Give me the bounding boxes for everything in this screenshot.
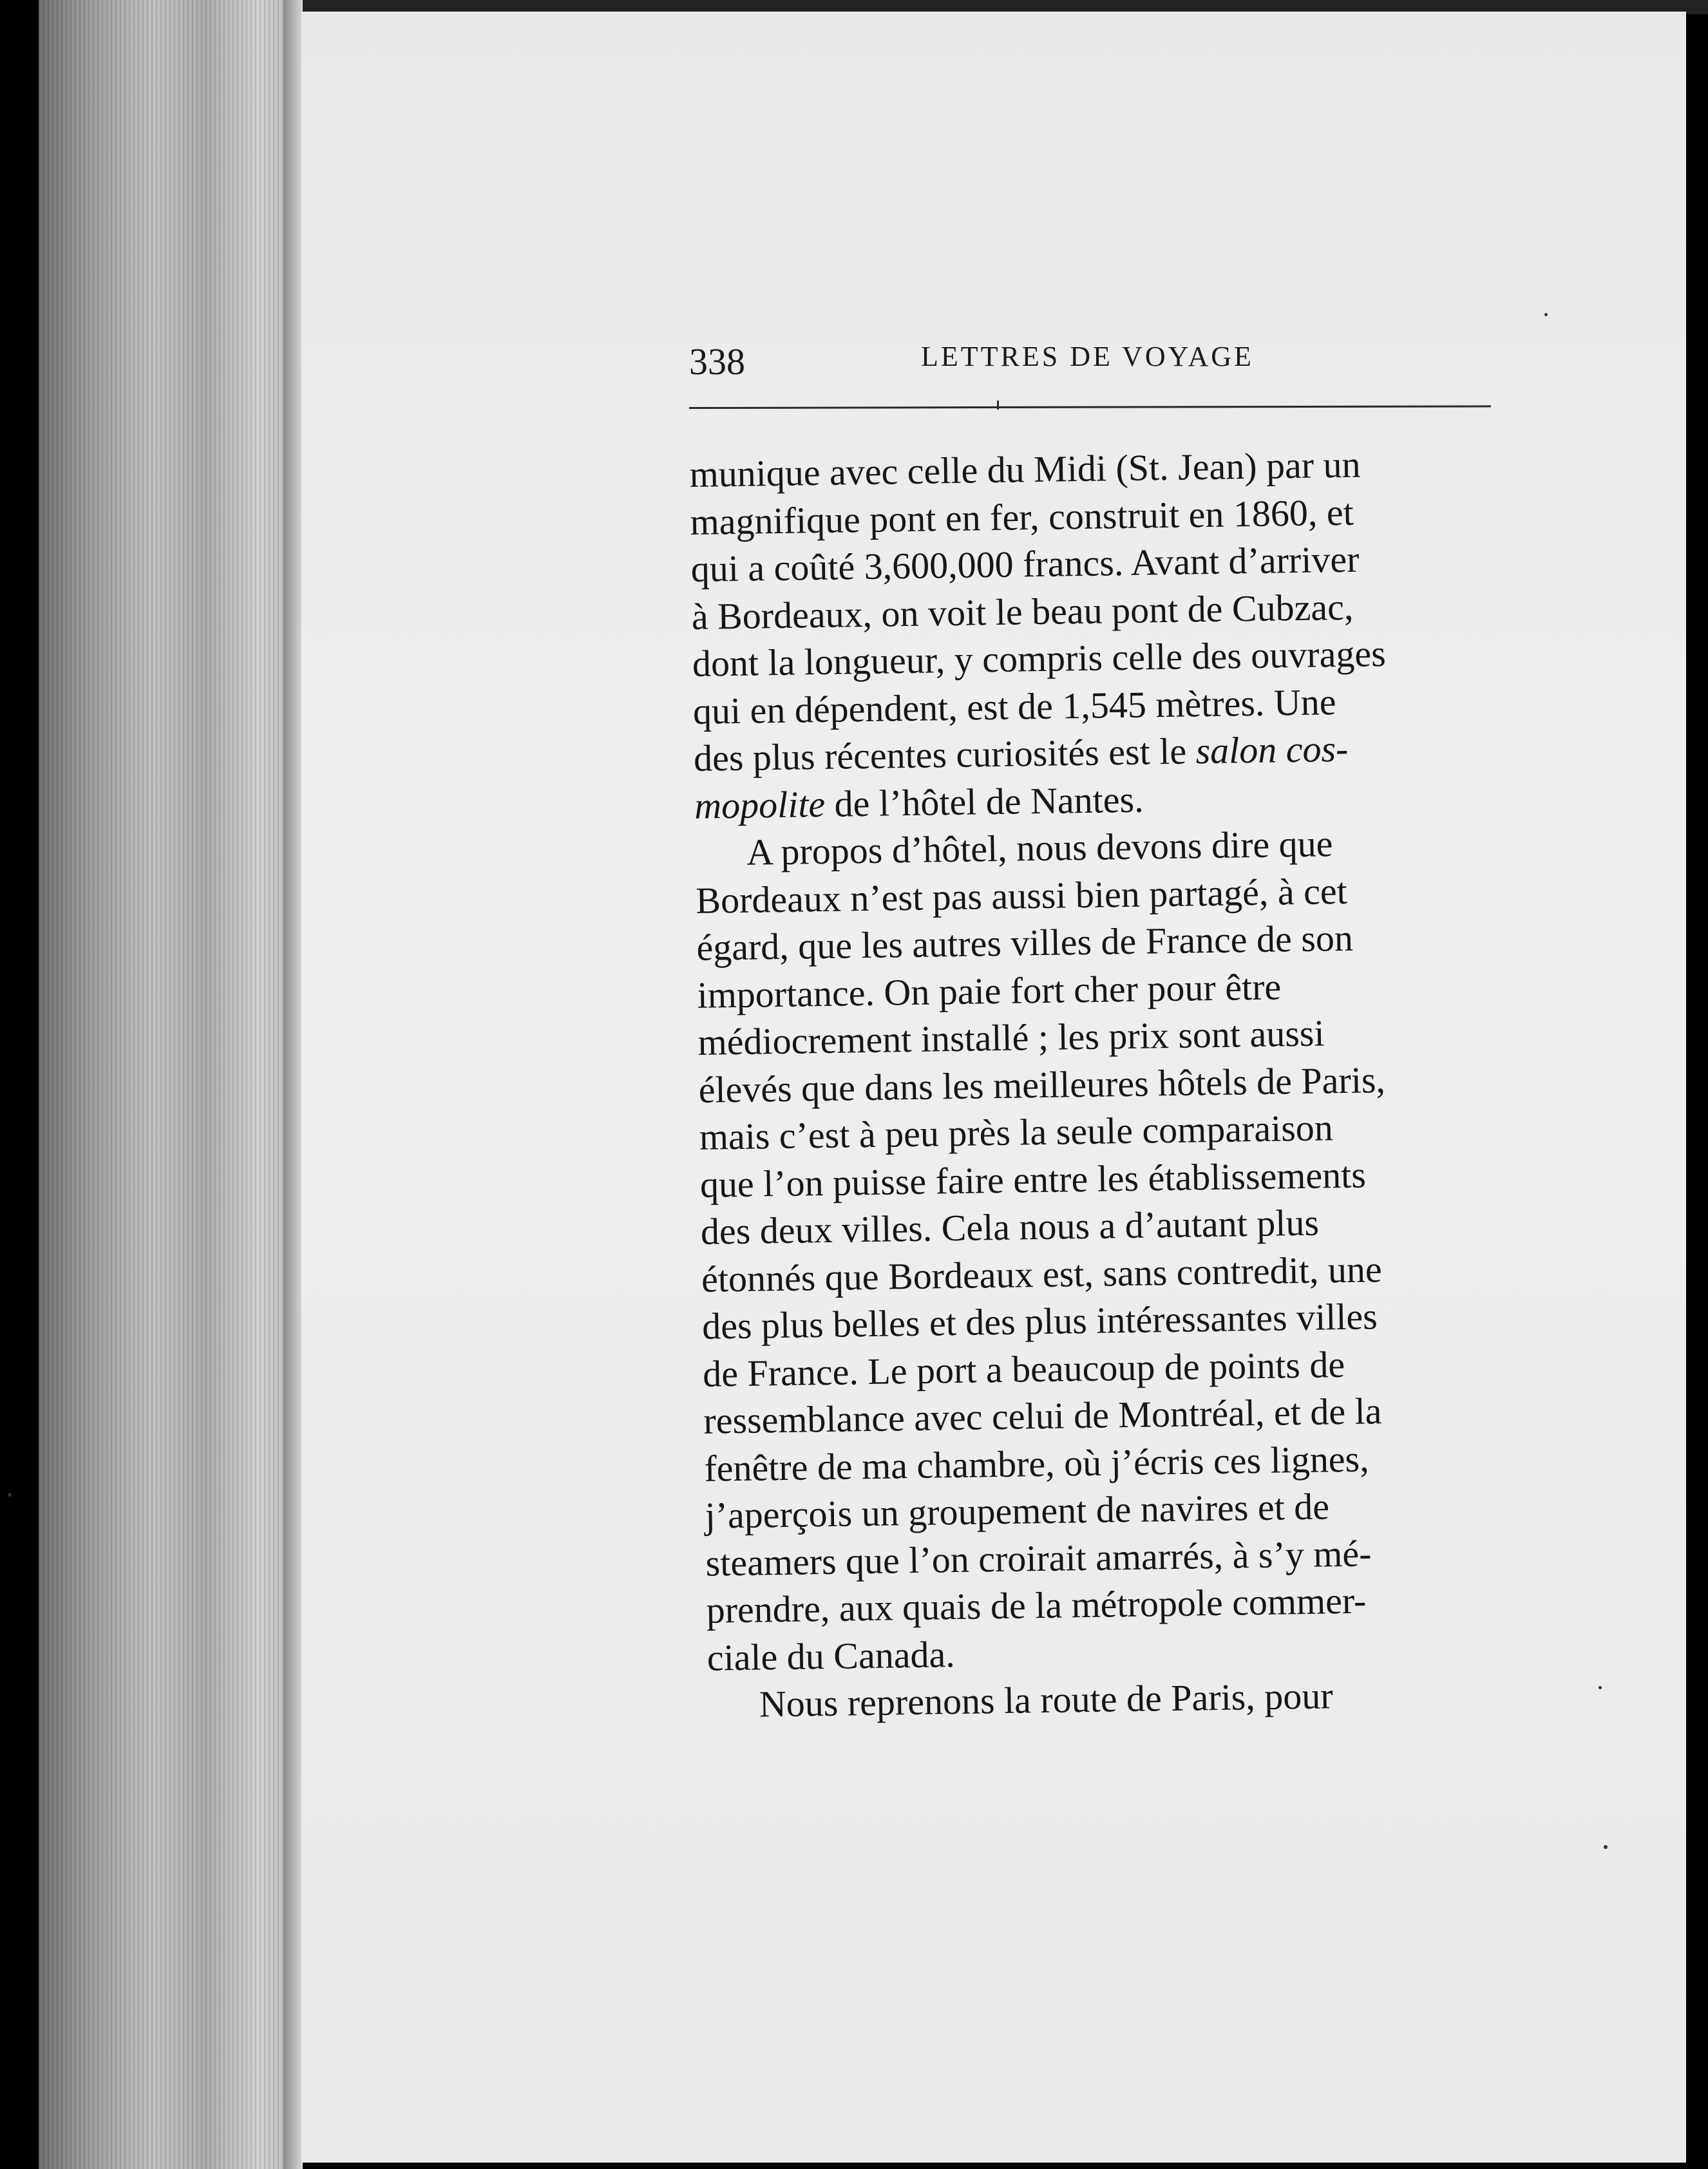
text-line: prendre, aux quais de la métropole commer- [706,1579,1367,1631]
text-line: que l’on puisse faire entre les établissements [699,1153,1367,1206]
text-line: des plus belles et des plus intéressantes villes [701,1295,1378,1347]
gutter-shadow [283,0,303,2169]
italic-text-run: mopolite [694,782,826,827]
text-line: qui en dépendent, est de 1,545 mètres. Une [692,680,1336,732]
text-line: magnifique pont en fer, construit en 1860, et [690,491,1354,543]
body-text [689,439,1551,1729]
text-line: importance. On paie fort cher pour être [697,965,1282,1016]
text-line: à Bordeaux, on voit le beau pont de Cubzac, [691,585,1354,638]
text-line: de France. Le port a beaucoup de points de [702,1343,1345,1395]
text-line: steamers que l’on croirait amarrés, à s’y mé- [705,1531,1372,1584]
running-title: LETTRES DE VOYAGE [921,341,1254,372]
text-line: munique avec celle du Midi (St. Jean) par un [689,443,1361,495]
scan-speck [8,1493,12,1497]
text-line: étonnés que Bordeaux est, sans contredit, une [701,1247,1383,1300]
text-line: dont la longueur, y compris celle des ouvrages [692,632,1387,685]
text-line: médiocrement installé ; les prix sont aussi [697,1012,1325,1063]
text-line: Bordeaux n’est pas aussi bien partagé, à cet [695,869,1348,922]
header-rule-tick [997,401,999,410]
text-run: de l’hôtel de Nantes. [824,778,1144,825]
book-page-edges [39,0,296,2169]
text-line: ciale du Canada. [707,1633,956,1679]
scan-speck [1599,1686,1602,1689]
text-line: fenêtre de ma chambre, où j’écris ces lignes, [703,1437,1370,1490]
text-line: mais c’est à peu près la seule comparaison [699,1106,1334,1158]
text-line: qui a coûté 3,600,000 francs. Avant d’arriver [690,538,1360,590]
scan-speck [1544,313,1548,316]
italic-text-run: salon cos- [1195,727,1349,772]
text-line: ressemblance avec celui de Montréal, et de la [703,1390,1382,1442]
text-line: élevés que dans les meilleures hôtels de Paris, [698,1058,1386,1111]
text-line: égard, que les autres villes de France de son [696,916,1354,969]
scan-speck [1604,1845,1608,1849]
text-line: j’aperçois un groupement de navires et de [705,1485,1330,1537]
text-line: Nous reprenons la route de Paris, pour [759,1674,1334,1725]
text-line: A propos d’hôtel, nous devons dire que [746,822,1333,873]
running-head [689,335,1501,393]
text-line: des deux villes. Cela nous a d’autant plus [700,1201,1320,1253]
page-number: 338 [689,341,745,383]
text-run: des plus récentes curiosités est le [693,730,1197,779]
